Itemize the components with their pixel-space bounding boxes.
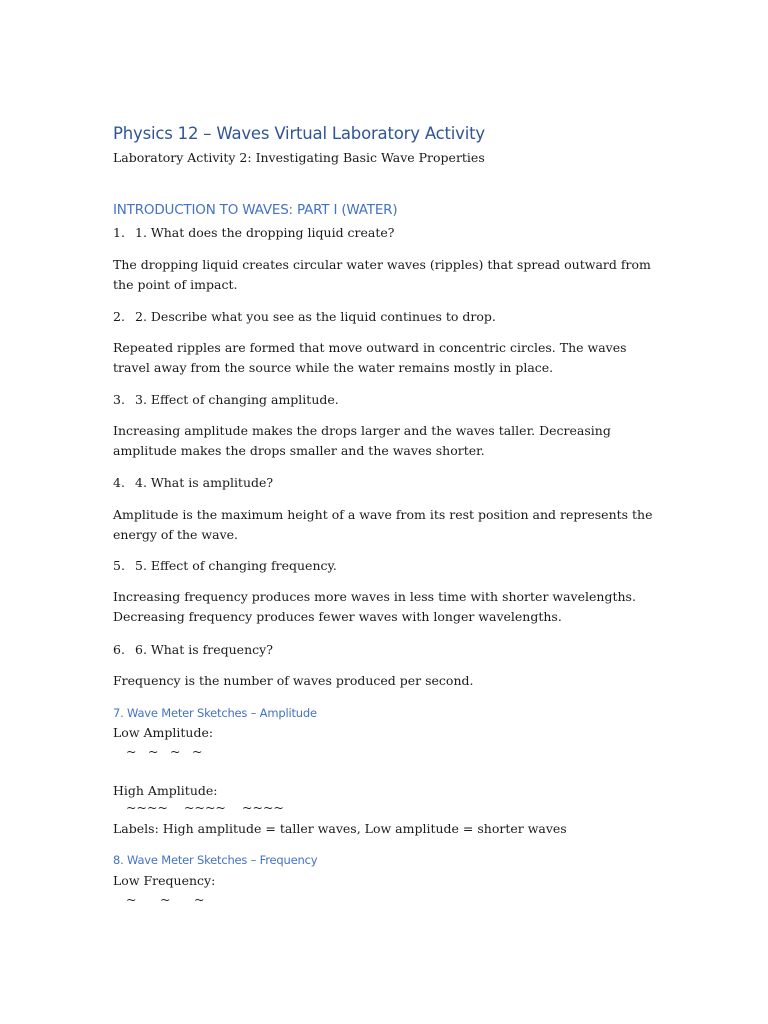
wave-mark: ~~~~: [242, 800, 284, 815]
question-6: 6. 6. What is frequency?: [113, 642, 273, 657]
question-2: 2. 2. Describe what you see as the liquid continues to drop.: [113, 309, 496, 324]
question-3: 3. 3. Effect of changing amplitude.: [113, 392, 339, 407]
amplitude-labels-line: Labels: High amplitude = taller waves, Low amplitude = shorter waves: [113, 821, 567, 836]
document-subtitle: Laboratory Activity 2: Investigating Basic Wave Properties: [113, 150, 485, 165]
question-1: 1. 1. What does the dropping liquid create?: [113, 225, 395, 240]
document-title: Physics 12 – Waves Virtual Laboratory Activity: [113, 124, 485, 143]
answer-5: Increasing frequency produces more waves in less time with shorter wavelengths. Decreasing frequency produces fewer waves with longer wavelengths.: [113, 589, 636, 624]
sketch-amplitude-heading: 7. Wave Meter Sketches – Amplitude: [113, 706, 317, 720]
answer-6: Frequency is the number of waves produced per second.: [113, 673, 474, 688]
answer-2: Repeated ripples are formed that move outward in concentric circles. The waves travel away from the source while the water remains mostly in place.: [113, 340, 627, 375]
wave-mark: ~: [126, 744, 137, 759]
wave-mark: ~: [160, 892, 171, 907]
wave-mark: ~: [148, 744, 159, 759]
question-4: 4. 4. What is amplitude?: [113, 475, 274, 490]
answer-1: The dropping liquid creates circular water waves (ripples) that spread outward from the point of impact.: [113, 257, 651, 292]
section-heading: INTRODUCTION TO WAVES: PART I (WATER): [113, 202, 398, 218]
high-amplitude-label: High Amplitude:: [113, 783, 218, 798]
question-5: 5. 5. Effect of changing frequency.: [113, 558, 337, 573]
answer-4: Amplitude is the maximum height of a wave from its rest position and represents the energy of the wave.: [113, 507, 653, 542]
sketch-frequency-heading: 8. Wave Meter Sketches – Frequency: [113, 853, 318, 867]
wave-mark: ~: [194, 892, 205, 907]
wave-mark: ~: [170, 744, 181, 759]
low-frequency-label: Low Frequency:: [113, 873, 216, 888]
low-amplitude-label: Low Amplitude:: [113, 725, 214, 740]
wave-mark: ~: [126, 892, 137, 907]
wave-mark: ~~~~: [126, 800, 168, 815]
answer-3: Increasing amplitude makes the drops larger and the waves taller. Decreasing amplitude makes the drops smaller and the waves shorter.: [113, 423, 611, 458]
wave-mark: ~: [192, 744, 203, 759]
wave-mark: ~~~~: [184, 800, 226, 815]
